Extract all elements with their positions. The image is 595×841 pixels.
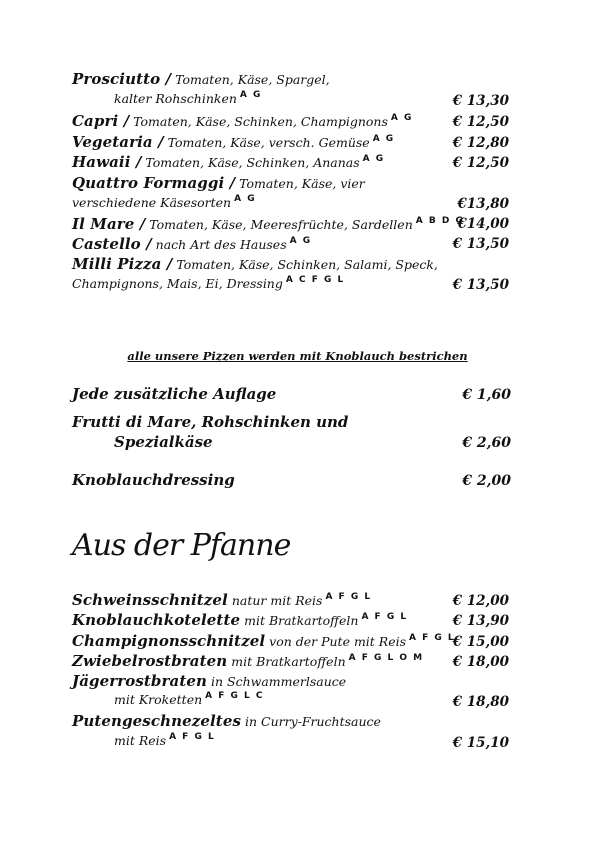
item-name: Quattro Formaggi / (72, 174, 236, 192)
item-price: € 13,50 (452, 277, 509, 293)
item-price: € 15,00 (452, 634, 509, 650)
item-name: Prosciutto / (72, 70, 172, 88)
item-name: Jägerrostbraten (72, 672, 208, 690)
menu-item-castello (72, 235, 312, 253)
item-description-cont (114, 692, 264, 708)
item-name: Knoblauchkotelette (72, 611, 241, 629)
item-description: Tomaten, Käse, Schinken, Ananas (141, 155, 360, 170)
menu-item-prosciutto (72, 70, 330, 88)
menu-item-champignonsschnitzel (72, 632, 455, 650)
item-description-cont (72, 195, 256, 211)
item-name: Vegetaria / (72, 133, 164, 151)
extra-item-dressing: Knoblauchdressing (72, 471, 235, 489)
menu-item-zwiebelrostbraten (72, 652, 424, 670)
item-description: mit Kroketten (114, 692, 203, 707)
extra-item-special: Frutti di Mare, Rohschinken und (72, 413, 349, 431)
extra-price: € 1,60 (462, 387, 511, 403)
menu-item-capri (72, 112, 413, 130)
item-description: Tomaten, Käse, versch. Gemüse (163, 135, 370, 150)
item-description: kalter Rohschinken (114, 91, 237, 106)
menu-item-putengeschnezeltes (72, 712, 381, 730)
item-description: natur mit Reis (227, 593, 323, 608)
allergen-codes: A G (239, 90, 262, 100)
item-description: nach Art des Hauses (151, 237, 287, 252)
allergen-codes: A F G L (169, 732, 216, 742)
item-price: € 18,80 (452, 694, 509, 710)
allergen-codes: A G (362, 154, 385, 164)
allergen-codes: A G (234, 194, 257, 204)
allergen-codes: A F G L (361, 612, 408, 622)
item-price: € 13,90 (452, 613, 509, 629)
item-price: € 13,50 (452, 236, 509, 252)
item-name: Capri / (72, 112, 130, 130)
item-description-cont (114, 91, 262, 107)
menu-item-hawaii (72, 153, 385, 171)
allergen-codes: A F G L O M (348, 653, 424, 663)
menu-item-schweinsschnitzel (72, 591, 372, 609)
menu-item-jaegerrostbraten (72, 672, 346, 690)
item-name: Putengeschnezeltes (72, 712, 242, 730)
item-description: Tomaten, Käse, Schinken, Salami, Speck, (172, 257, 438, 272)
item-description: Champignons, Mais, Ei, Dressing (72, 276, 283, 291)
item-name: Il Mare / (72, 215, 146, 233)
item-price: € 18,00 (452, 654, 509, 670)
extra-price: € 2,00 (462, 473, 511, 489)
item-description: Tomaten, Käse, vier (235, 176, 365, 191)
menu-item-il-mare (72, 215, 464, 233)
extra-item-special-cont: Spezialkäse (114, 433, 213, 451)
item-price: € 13,30 (452, 93, 509, 109)
item-price: €13,80 (457, 196, 509, 212)
menu-item-vegetaria (72, 133, 395, 151)
item-name: Champignonsschnitzel (72, 632, 266, 650)
item-description: mit Reis (114, 733, 167, 748)
allergen-codes: A G (390, 113, 413, 123)
allergen-codes: A G (289, 236, 312, 246)
menu-item-knoblauchkotelette (72, 611, 408, 629)
item-description: mit Bratkartoffeln (240, 613, 359, 628)
item-name: Zwiebelrostbraten (72, 652, 228, 670)
item-description: in Schwammerlsauce (207, 674, 347, 689)
menu-item-quattro-formaggi (72, 174, 365, 192)
allergen-codes: A F G L C (205, 691, 265, 701)
item-description-cont (72, 276, 345, 292)
extra-item-topping: Jede zusätzliche Auflage (72, 385, 277, 403)
menu-item-milli-pizza (72, 255, 438, 273)
allergen-codes: A F G L (325, 592, 372, 602)
garlic-note: alle unsere Pizzen werden mit Knoblauch bestrichen (127, 349, 468, 363)
item-name: Castello / (72, 235, 152, 253)
item-name: Milli Pizza / (72, 255, 173, 273)
item-description: Tomaten, Käse, Schinken, Champignons (129, 114, 388, 129)
item-description: mit Bratkartoffeln (227, 654, 346, 669)
item-price: €14,00 (457, 216, 509, 232)
extra-price: € 2,60 (462, 435, 511, 451)
section-title: Aus der Pfanne (72, 528, 291, 563)
item-description: von der Pute mit Reis (265, 634, 407, 649)
item-description: Tomaten, Käse, Meeresfrüchte, Sardellen (145, 217, 413, 232)
item-price: € 12,50 (452, 155, 509, 171)
allergen-codes: A G (372, 134, 395, 144)
item-price: € 15,10 (452, 735, 509, 751)
item-price: € 12,00 (452, 593, 509, 609)
item-price: € 12,50 (452, 114, 509, 130)
item-description: verschiedene Käsesorten (72, 195, 232, 210)
item-price: € 12,80 (452, 135, 509, 151)
allergen-codes: A C F G L (285, 275, 345, 285)
allergen-codes: A F G L (409, 633, 456, 643)
item-description: in Curry-Fruchtsauce (241, 714, 381, 729)
item-name: Hawaii / (72, 153, 142, 171)
item-name: Schweinsschnitzel (72, 591, 228, 609)
item-description-cont (114, 733, 215, 749)
item-description: Tomaten, Käse, Spargel, (171, 72, 330, 87)
allergen-codes: A B D G (415, 216, 465, 226)
